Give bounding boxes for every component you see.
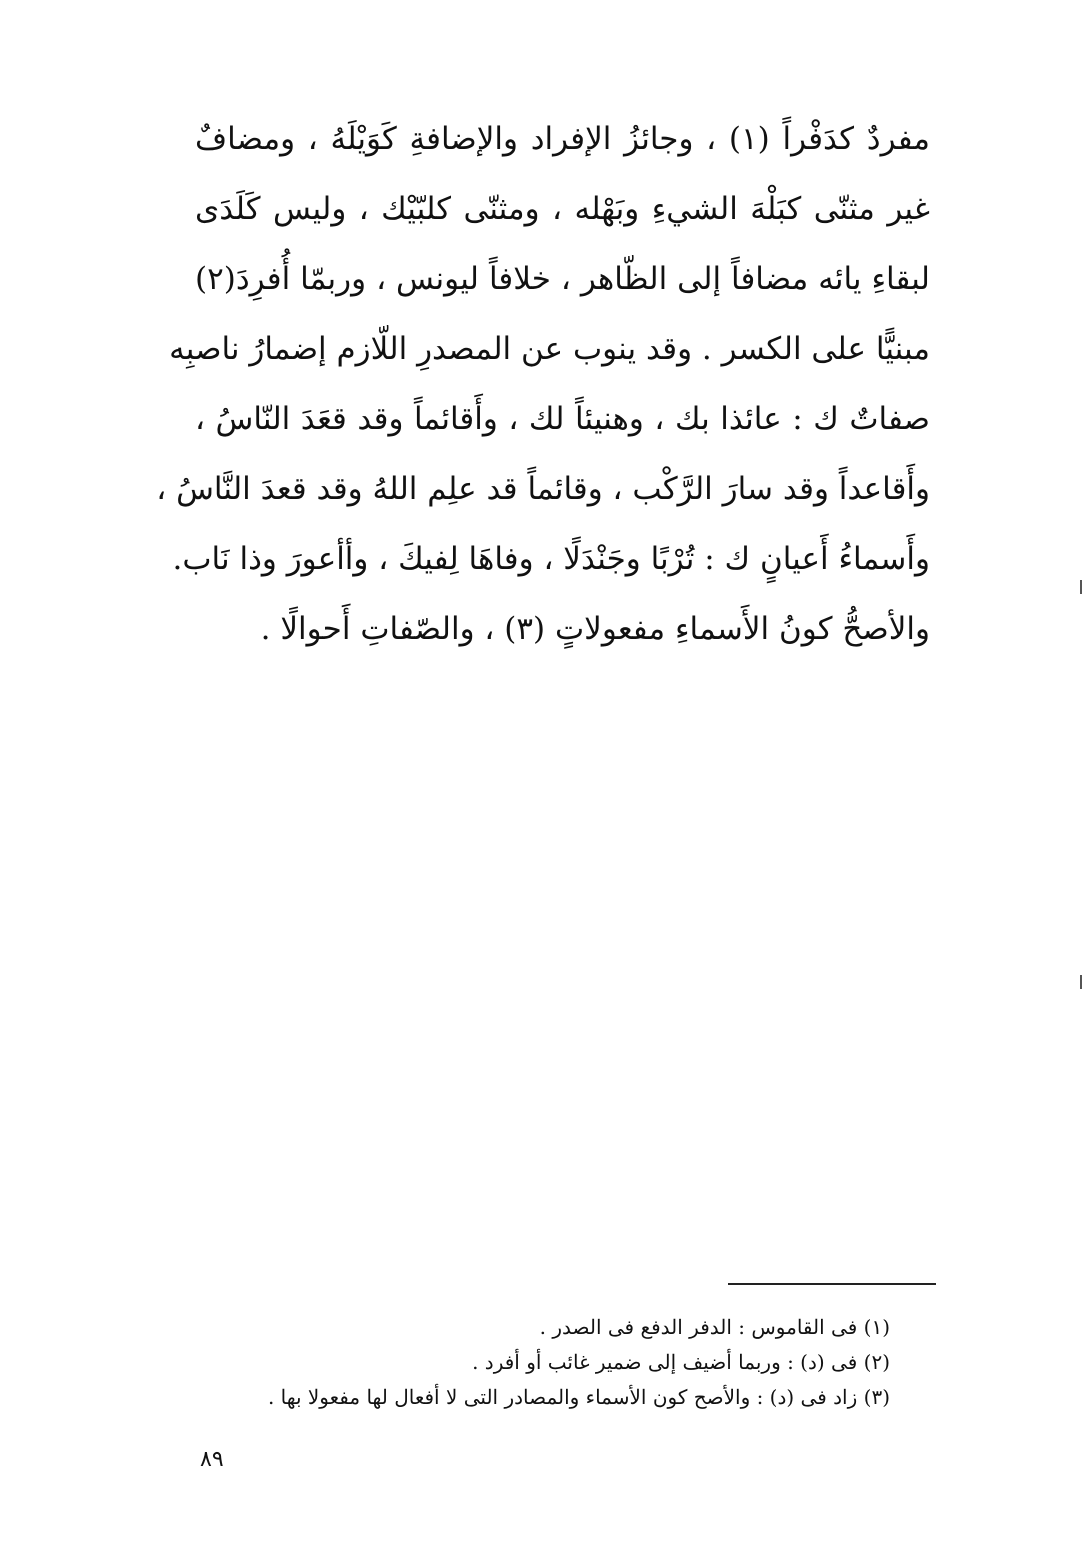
- scan-edge-mark: [1080, 975, 1082, 989]
- footnote-1: (١) فى القاموس : الدفر الدفع فى الصدر .: [539, 1315, 890, 1339]
- text-line-2: غير مثنّى كبَلْهَ الشيءِ وبَهْله ، ومثنّى كلبّيْك ، وليس كَلَدَى: [195, 191, 930, 227]
- scan-edge-mark: [1080, 580, 1082, 594]
- main-text-block: [156, 104, 930, 664]
- text-line-4: مبنيًّا على الكسر . وقد ينوب عن المصدرِ اللّازم إضمارُ ناصبِه: [169, 331, 930, 367]
- text-line-3: لبقاءِ يائه مضافاً إلى الظّاهر ، خلافاً ليونس ، وربمّا أُفرِدَ(٢): [195, 261, 930, 297]
- footnote-separator: [728, 1283, 936, 1285]
- footnote-2: (٢) فى (د) : وربما أضيف إلى ضمير غائب أو أفرد .: [472, 1350, 890, 1374]
- text-line-1: مفردٌ كدَفْراً (١) ، وجائزُ الإفراد والإضافةِ كَوَيْلَهُ ، ومضافٌ: [195, 121, 930, 157]
- footnotes-block: [200, 1310, 890, 1415]
- page-number: ٨٩: [200, 1447, 224, 1472]
- text-line-6: وأَقاعداً وقد سارَ الرَّكْب ، وقائماً قد علِم اللهُ وقد قعدَ النَّاسُ ،: [156, 471, 930, 507]
- text-line-8: والأصحُّ كونُ الأَسماءِ مفعولاتٍ (٣) ، والصّفاتِ أَحوالًا .: [260, 611, 930, 647]
- text-line-7: وأَسماءُ أَعيانٍ ك : تُرْبًا وجَنْدَلًا ، وفاهَا لِفيكَ ، وأأعورَ وذا نَاب.: [172, 541, 930, 577]
- text-line-5: صفاتٌ ك : عائذا بك ، وهنيئاً لك ، وأَقائماً وقد قعَدَ النّاسُ ،: [195, 401, 930, 437]
- footnote-3: (٣) زاد فى (د) : والأصح كون الأسماء والمصادر التى لا أفعال لها مفعولا بها .: [267, 1385, 890, 1409]
